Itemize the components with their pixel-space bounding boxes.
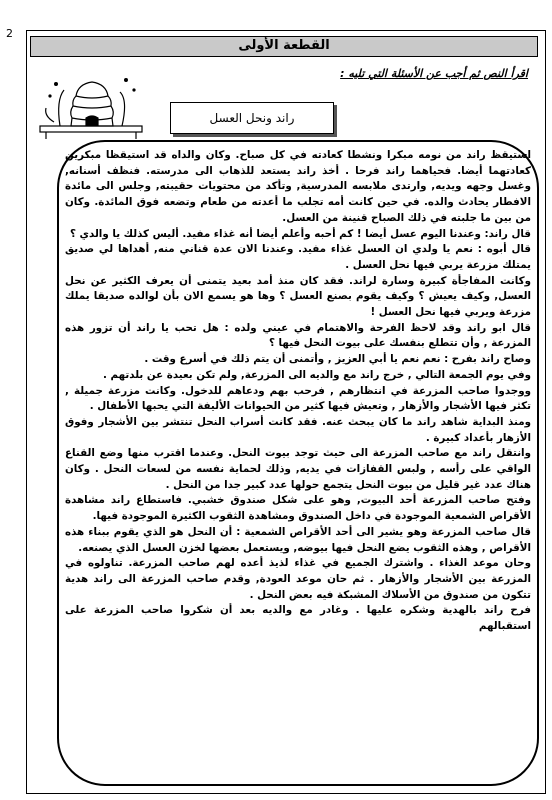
paragraph: قال صاحب المزرعة وهو يشير الى أحد الأقراص الشمعية : أن النحل هو الذي يقوم ببناء هذه الأقراص , وهذه الثقوب يضع النحل فيها بيوضه, ويستعمل بعضها لخزن العسل الذي يصنعه. (65, 525, 531, 554)
paragraph: وكانت المفاجأة كبيرة وسارة لراند. فقد كان منذ أمد بعيد يتمنى أن يعرف الكثير عن نحل العسل, وكيف يعيش ؟ وكيف يقوم بصنع العسل ؟ وها هو يسمع الان بأن لوالده صديقا يملك مزرعة ويربي فيها نحل العسل ! (65, 274, 531, 319)
paragraph: ووجدوا صاحب المزرعة في انتظارهم , فرحب بهم ودعاهم للدخول. وكانت مزرعة جميلة , تكثر فيها الأشجار والأزهار , وتعيش فيها كثير من الحيوانات الأليفة التي يحبها الأطفال . (65, 384, 531, 413)
instruction-text: اقرأ النص ثم أجب عن الأسئلة التي تليه : (340, 67, 528, 80)
story-title: راند ونحل العسل (209, 111, 295, 125)
paragraph: وفي يوم الجمعة التالي , خرج راند مع والديه الى المزرعة, ولم تكن بعيدة عن بلدتهم . (103, 368, 531, 381)
page-number: 2 (6, 27, 13, 40)
paragraph: ومنذ البداية شاهد راند ما كان يبحث عنه. فقد كانت أسراب النحل تنتشر بين الأشجار وفوق الأزهار بأعداد كبيرة . (65, 415, 531, 444)
paragraph: قال أبوه : نعم يا ولدي ان العسل غذاء مفيد. وعندنا الان عدة قناني منه, أهداها لي صديق يمتلك مزرعة يربي فيها نحل العسل . (65, 243, 531, 271)
story-title-box (170, 102, 334, 134)
paragraph: قال ابو راند وقد لاحظ الفرحة والاهتمام في عيني ولده : هل تحب يا راند أن تزور هذه المزرعة , وأن تتطلع بنفسك على بيوت النحل فيها ؟ (65, 321, 531, 350)
beehive-illustration (36, 70, 146, 140)
paragraph: وانتقل راند مع صاحب المزرعة الى حيث توجد بيوت النحل. وعندما اقترب منها وضع القناع الواقي على رأسه , ولبس القفازات في يديه, وذلك لحماية نفسه من لسعات النحل . وكان هناك عدد غير قليل من بيوت النحل يتجمع حولها عدد كبير جدا من النحل . (65, 447, 531, 491)
story-text (65, 148, 531, 635)
paragraph: وفتح صاحب المزرعة أحد البيوت, وهو على شكل صندوق خشبي. فاستطاع راند مشاهدة الأقراص الشمعية الموجودة في داخل الصندوق ومشاهدة الثقوب الكثيرة الموجودة فيها. (65, 494, 531, 523)
paragraph: وحان موعد الغذاء . واشترك الجميع في غذاء لذيذ أعده لهم صاحب المزرعة. تناولوه في المزرعة بين الأشجار والأزهار . ثم حان موعد العودة, وقدم صاحب المزرعة الى راند هدية تتكون من صندوق من الأسلاك المشبكة فيه بعض النحل . (65, 557, 531, 601)
header-bar (30, 36, 538, 57)
section-title: القطعة الأولى (238, 38, 330, 53)
paragraph: قال راند: وعندنا اليوم عسل أيضا ! كم أحبه وأعلم أيضا أنه غذاء مفيد. أليس كذلك يا والدي ؟ (70, 227, 531, 240)
paragraph: استيقظ راند من نومه مبكرا ونشطا كعادته في كل صباح. وكان والداه قد استيقظا مبكرين كعادتهما أيضا. فحياهما راند فرحا . أخذ راند يستعد للذهاب الى مدرسته. فنظف أسنانه, وغسل وجهه ويديه, وارتدى ملابسه المدرسية, وتأكد من محتويات حقيبته, وجلس الى مائدة الافطار يحادث والده. في حين كانت أمه تجلب ما أعدته من طعام وتضعه فوق المائدة. وكان من بين ما جلبته في ذلك الصباح قنينة من العسل. (65, 149, 531, 224)
paragraph: وصاح راند بفرح : نعم نعم يا أبي العزيز , وأتمنى أن يتم ذلك في أسرع وقت . (144, 353, 531, 366)
paragraph: فرح راند بالهدية وشكره عليها . وغادر مع والديه بعد أن شكروا صاحب المزرعة على استقبالهم (65, 604, 531, 633)
